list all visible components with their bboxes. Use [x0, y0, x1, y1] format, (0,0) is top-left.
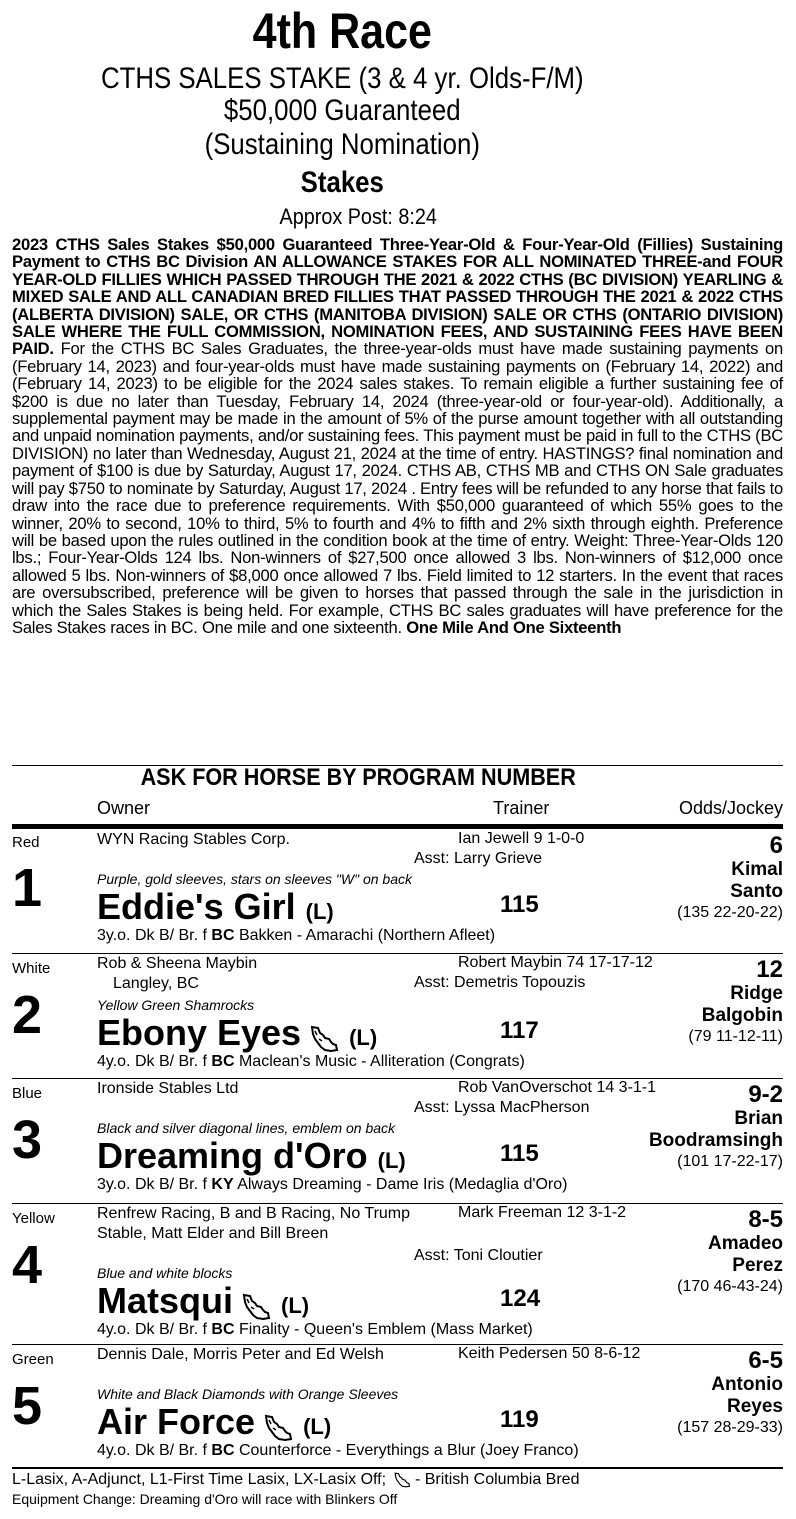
jockey-stats: (135 22-20-22) [677, 904, 783, 921]
horse-name: Dreaming d'Oro [97, 1135, 368, 1176]
column-odds-jockey: Odds/Jockey [678, 798, 783, 818]
race-purse: $50,000 Guaranteed [223, 94, 461, 127]
owner-line: Ironside Stables Ltd [97, 1080, 239, 1097]
medication-code: (L) [281, 1293, 310, 1318]
equipment-change: Equipment Change: Dreaming d'Oro will race with Blinkers Off [12, 1491, 398, 1507]
post-time: Approx Post: 8:24 [279, 204, 437, 229]
morning-line-odds: 6-5 [748, 1347, 783, 1374]
owner-name [97, 1204, 410, 1244]
jockey-name [649, 1108, 783, 1152]
jockey-last: Balgobin [701, 1005, 783, 1026]
trainer: Keith Pedersen 50 8-6-12 [458, 1345, 641, 1362]
jockey-name [730, 859, 783, 903]
silks-description: Blue and white blocks [97, 1265, 233, 1281]
trainer: Ian Jewell 9 1-0-0 [458, 830, 585, 847]
assistant-trainer: Asst: Larry Grieve [414, 850, 543, 867]
saddlecloth-color: Yellow [12, 1210, 55, 1227]
breeding-origin: BC [211, 927, 235, 944]
horse-entry [97, 1281, 309, 1326]
morning-line-odds: 8-5 [748, 1206, 783, 1233]
morning-line-odds: 12 [756, 956, 783, 983]
breeding-pedigree: Maclean's Music - Alliteration (Congrats) [234, 1053, 525, 1070]
owner-name [97, 1079, 238, 1099]
divider [12, 1467, 783, 1469]
morning-line-odds: 9-2 [748, 1081, 783, 1108]
column-trainer: Trainer [493, 798, 550, 818]
race-conditions [12, 236, 783, 636]
program-number: 3 [12, 1110, 43, 1170]
jockey-stats: (79 11-12-11) [688, 1028, 783, 1045]
owner-name [97, 830, 290, 850]
horse-name: Ebony Eyes [97, 1012, 302, 1053]
conditions-body: For the CTHS BC Sales Graduates, the three-year-olds must have made sustaining payments on (February 14, 2023) and four-year-olds must have made sustaining payments on (February 14, 2022) and (February 14, 2023) to be eligible for the 2024 sales stakes. To remain eligible a further sustaining fee of $200 is due no later than Tuesday, February 14, 2024 (three-year-old or four-year-old). Additionally, a supplemental payment may be made in the amount of 5% of the purse amount together with all outstanding and unpaid nomination payments, and/or sustaining fees. This payment must be paid in full to the CTHS (BC DIVISION) no later than Wednesday, August 21, 2024 at the time of entry. HASTINGS? final nomination and payment of $100 is due by Saturday, August 17, 2024. CTHS AB, CTHS MB and CTHS ON Sale graduates will pay $750 to nominate by Saturday, August 17, 2024 . Entry fees will be refunded to any horse that fails to draw into the race due to preference requirements. With $50,000 guaranteed of which 55% goes to the winner, 20% to second, 10% to third, 5% to fourth and 4% to fifth and 2% sixth through eighth. Preference will be based upon the rules outlined in the condition book at the time of entry. Weight: Three-Year-Olds 120 lbs.; Four-Year-Olds 124 lbs. Non-winners of $27,500 once allowed 3 lbs. Non-winners of $12,000 once allowed 5 lbs. Non-winners of $8,000 once allowed 7 lbs. Field limited to 12 starters. In the event that races are oversubscribed, preference will be given to horses that passed through the sale in the jurisdiction in which the Sales Stakes is being held. For example, CTHS BC sales graduates will have preference for the Sales Stakes races in BC. One mile and one sixteenth. [12, 339, 783, 637]
breeding [97, 1053, 525, 1071]
morning-line-odds: 6 [769, 832, 783, 859]
jockey-first: Ridge [730, 983, 783, 1004]
assistant-trainer: Asst: Toni Cloutier [414, 1247, 543, 1264]
medication-code: (L) [305, 899, 334, 924]
trainer: Mark Freeman 12 3-1-2 [458, 1204, 627, 1221]
breeding-pedigree: Always Dreaming - Dame Iris (Medaglia d'Oro) [233, 1176, 568, 1193]
british-columbia-map-icon [241, 1289, 271, 1317]
jockey-first: Kimal [731, 859, 783, 880]
jockey-first: Amadeo [708, 1233, 783, 1254]
conditions-distance: One Mile And One Sixteenth [406, 617, 622, 637]
breeding-pedigree: Counterforce - Everythings a Blur (Joey Franco) [234, 1442, 579, 1459]
british-columbia-map-icon [393, 1472, 411, 1488]
owner-name [97, 954, 257, 994]
owner-name [97, 1345, 384, 1365]
saddlecloth-color: Green [12, 1351, 54, 1368]
breeding-origin: BC [211, 1053, 235, 1070]
jockey-first: Antonio [711, 1374, 783, 1395]
jockey-last: Boodramsingh [648, 1130, 783, 1151]
breeding-pedigree: Bakken - Amarachi (Northern Afleet) [234, 927, 496, 944]
horse-entry [97, 1402, 331, 1447]
weight: 117 [500, 1017, 539, 1044]
weight: 115 [500, 891, 539, 918]
race-name: CTHS SALES STAKE (3 & 4 yr. Olds-F/M) [100, 62, 584, 95]
jockey-last: Reyes [727, 1396, 783, 1417]
breeding-desc: 4y.o. Dk B/ Br. f [97, 1053, 212, 1070]
jockey-stats: (101 17-22-17) [677, 1153, 783, 1170]
race-number: 4th Race [252, 3, 432, 59]
horse-name: Eddie's Girl [97, 886, 296, 927]
breeding-origin: BC [211, 1442, 235, 1459]
british-columbia-map-icon [263, 1410, 293, 1438]
horse-name: Matsqui [97, 1280, 234, 1321]
silks-description: Purple, gold sleeves, stars on sleeves "W" on back [97, 871, 412, 887]
saddlecloth-color: White [12, 960, 51, 977]
breeding-desc: 3y.o. Dk B/ Br. f [97, 1176, 212, 1193]
assistant-trainer: Asst: Lyssa MacPherson [414, 1099, 590, 1116]
breeding-desc: 4y.o. Dk B/ Br. f [97, 1442, 212, 1459]
ask-banner: ASK FOR HORSE BY PROGRAM NUMBER [140, 764, 576, 791]
british-columbia-map-icon [309, 1021, 339, 1049]
legend [12, 1471, 579, 1489]
owner-line: Langley, BC [113, 975, 199, 992]
legend-bc: - British Columbia Bred [410, 1471, 580, 1488]
jockey-last: Santo [730, 881, 783, 902]
jockey-stats: (170 46-43-24) [677, 1278, 783, 1295]
jockey-stats: (157 28-29-33) [677, 1419, 783, 1436]
program-number: 2 [12, 985, 43, 1045]
column-owner: Owner [97, 798, 151, 818]
breeding [97, 1442, 579, 1460]
assistant-trainer: Asst: Demetris Topouzis [414, 974, 586, 991]
race-type: Stakes [300, 166, 384, 199]
weight: 115 [500, 1140, 539, 1167]
horse-entry [97, 887, 334, 932]
silks-description: Yellow Green Shamrocks [97, 997, 255, 1013]
conditions-intro: 2023 CTHS Sales Stakes $50,000 Guaranteed Three-Year-Old & Four-Year-Old (Fillies) Sustaining Payment to CTHS BC Division AN ALLOWANCE STAKES FOR ALL NOMINATED THREE-and FOUR YEAR-OLD FILLIES WHICH PASSED THROUGH THE 2021 & 2022 CTHS (BC DIVISION) YEARLING & MIXED SALE AND ALL CANADIAN BRED FILLIES THAT PASSED THROUGH THE 2021 & 2022 CTHS (ALBERTA DIVISION) SALE, OR CTHS (MANITOBA DIVISION) SALE OR CTHS (ONTARIO DIVISION) SALE WHERE THE FULL COMMISSION, NOMINATION FEES, AND SUSTAINING FEES HAVE BEEN PAID. [12, 235, 783, 359]
breeding-origin: BC [211, 1321, 235, 1338]
owner-line: Renfrew Racing, B and B Racing, No Trump [97, 1205, 411, 1222]
weight: 124 [500, 1285, 541, 1312]
jockey-last: Perez [732, 1255, 783, 1276]
breeding-origin: KY [211, 1176, 234, 1193]
jockey-name [708, 1233, 783, 1277]
breeding-desc: 3y.o. Dk B/ Br. f [97, 927, 212, 944]
silks-description: White and Black Diamonds with Orange Sleeves [97, 1386, 399, 1402]
header-rule [12, 824, 783, 829]
saddlecloth-color: Red [12, 834, 40, 851]
program-number: 5 [12, 1376, 43, 1436]
program-number: 4 [12, 1235, 43, 1295]
silks-description: Black and silver diagonal lines, emblem on back [97, 1120, 396, 1136]
legend-text: L-Lasix, A-Adjunct, L1-First Time Lasix, LX-Lasix Off; [12, 1471, 387, 1488]
weight: 119 [500, 1406, 539, 1433]
horse-name: Air Force [97, 1401, 256, 1442]
saddlecloth-color: Blue [12, 1085, 43, 1102]
race-nomination: (Sustaining Nomination) [204, 128, 480, 161]
jockey-name [702, 983, 783, 1027]
jockey-first: Brian [734, 1108, 783, 1129]
horse-entry [97, 1136, 406, 1181]
owner-line: Dennis Dale, Morris Peter and Ed Welsh [97, 1346, 384, 1363]
trainer: Robert Maybin 74 17-17-12 [458, 954, 653, 971]
owner-line: WYN Racing Stables Corp. [97, 831, 290, 848]
breeding-desc: 4y.o. Dk B/ Br. f [97, 1321, 212, 1338]
medication-code: (L) [303, 1414, 332, 1439]
medication-code: (L) [349, 1025, 378, 1050]
jockey-name [711, 1374, 783, 1418]
medication-code: (L) [377, 1148, 406, 1173]
breeding [97, 1321, 533, 1339]
horse-entry [97, 1013, 377, 1058]
breeding-pedigree: Finality - Queen's Emblem (Mass Market) [234, 1321, 533, 1338]
owner-line: Rob & Sheena Maybin [97, 955, 258, 972]
breeding [97, 927, 495, 945]
breeding [97, 1176, 567, 1194]
trainer: Rob VanOverschot 14 3-1-1 [458, 1079, 657, 1096]
owner-line: Stable, Matt Elder and Bill Breen [97, 1225, 329, 1242]
program-number: 1 [12, 858, 43, 918]
